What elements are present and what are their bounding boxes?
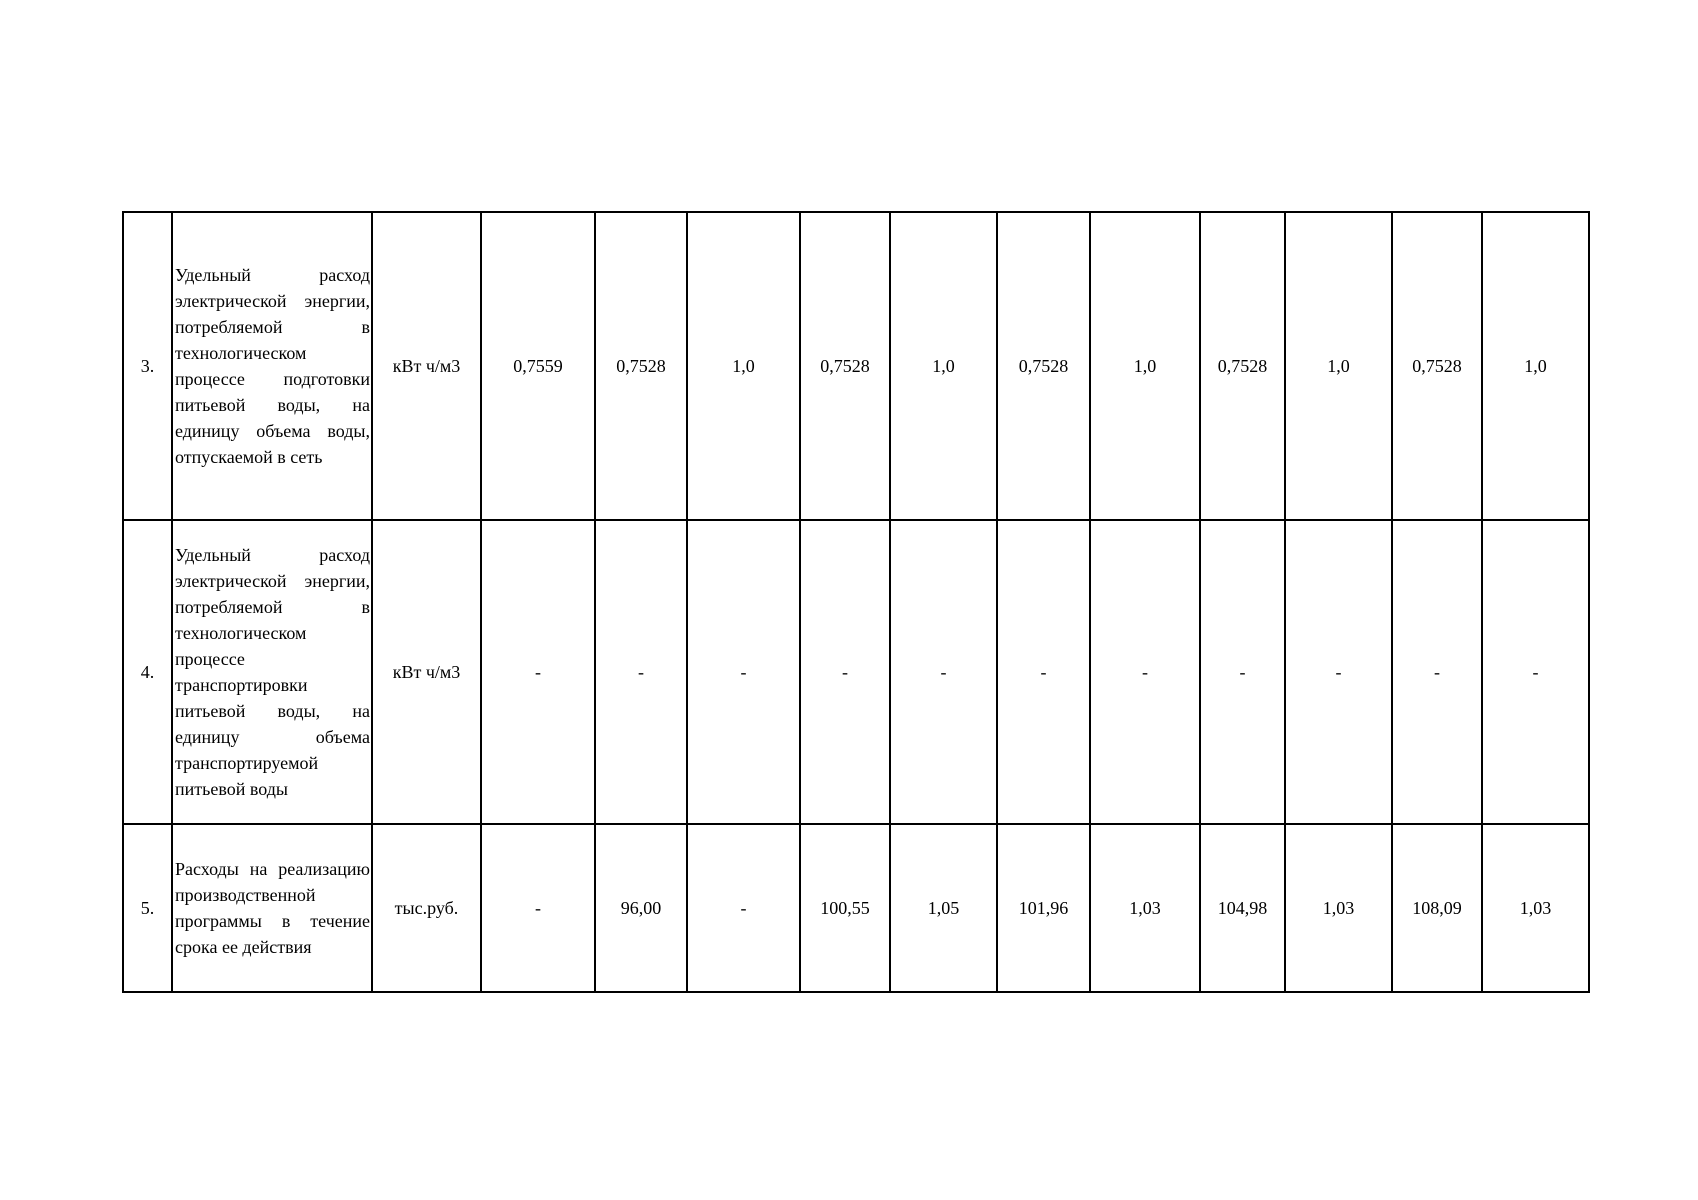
value-cell: 1,0 [1090,212,1200,520]
value-cell: 1,03 [1482,824,1589,992]
row-unit: тыс.руб. [372,824,481,992]
value-cell: 0,7528 [595,212,687,520]
value-cell: - [687,520,800,824]
value-cell: 0,7528 [800,212,890,520]
value-cell: 1,03 [1285,824,1392,992]
description-text: Удельный расход электрической энергии, потребляемой в технологическом процессе транспортировки питьевой воды, на единицу объема транспортируемой питьевой воды [175,545,370,799]
description-text: Удельный расход электрической энергии, потребляемой в технологическом процессе подготовки питьевой воды, на единицу объема воды, отпускаемой в сеть [175,265,370,467]
row-number: 3. [123,212,172,520]
value-cell: 104,98 [1200,824,1285,992]
indicators-table [122,211,1590,993]
value-cell: 0,7559 [481,212,595,520]
row-description [172,212,372,520]
value-cell: 1,0 [1285,212,1392,520]
row-number: 5. [123,824,172,992]
value-cell: 1,05 [890,824,997,992]
value-cell: 0,7528 [997,212,1090,520]
row-unit: кВт ч/м3 [372,520,481,824]
value-cell: 0,7528 [1200,212,1285,520]
value-cell: 101,96 [997,824,1090,992]
table-row [123,212,1589,520]
value-cell: - [890,520,997,824]
value-cell: 0,7528 [1392,212,1482,520]
description-text: Расходы на реализацию производственной программы в течение срока ее действия [175,859,370,957]
value-cell: - [1090,520,1200,824]
value-cell: - [1482,520,1589,824]
value-cell: - [481,824,595,992]
value-cell: 108,09 [1392,824,1482,992]
row-unit: кВт ч/м3 [372,212,481,520]
value-cell: - [1200,520,1285,824]
value-cell: 1,0 [890,212,997,520]
value-cell: - [687,824,800,992]
value-cell: - [1392,520,1482,824]
value-cell: 100,55 [800,824,890,992]
table-row [123,520,1589,824]
value-cell: 1,03 [1090,824,1200,992]
row-description [172,824,372,992]
row-number: 4. [123,520,172,824]
value-cell: - [481,520,595,824]
value-cell: 1,0 [687,212,800,520]
table-row [123,824,1589,992]
value-cell: - [595,520,687,824]
value-cell: - [997,520,1090,824]
value-cell: - [800,520,890,824]
value-cell: 1,0 [1482,212,1589,520]
value-cell: - [1285,520,1392,824]
value-cell: 96,00 [595,824,687,992]
row-description [172,520,372,824]
